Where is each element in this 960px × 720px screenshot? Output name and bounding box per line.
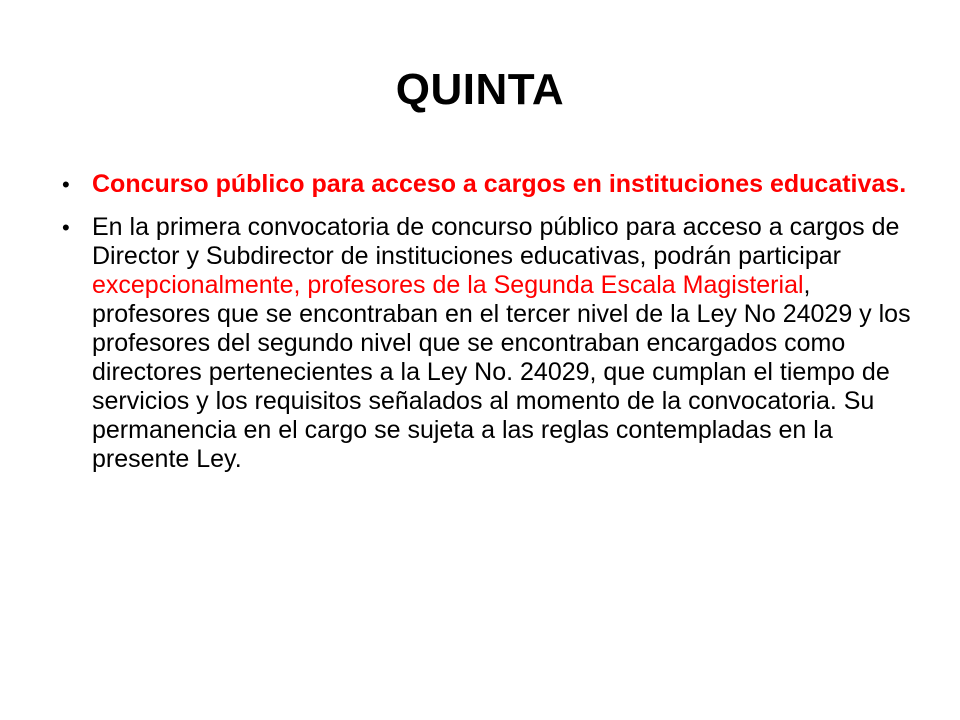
bullet-text-2-part-1: En la primera convocatoria de concurso público para acceso a cargos de Director y Subdirector de instituciones educativas, podrán participar bbox=[92, 213, 900, 270]
bullet-dot-icon: • bbox=[62, 172, 70, 197]
bullet-item-1 bbox=[62, 170, 912, 199]
slide-body bbox=[62, 170, 912, 474]
bullet-text-2-highlight: excepcionalmente, profesores de la Segunda Escala Magisterial bbox=[92, 271, 804, 299]
bullet-text-2-part-2: , profesores que se encontraban en el tercer nivel de la Ley No 24029 y los profesores del segundo nivel que se encontraban encargados como directores pertenecientes a la Ley No. 24029, que cumplan el tiempo de servicios y los requisitos señalados al momento de la convocatoria. Su permanencia en el cargo se sujeta a las reglas contempladas en la presente Ley. bbox=[92, 271, 911, 473]
bullet-dot-icon: • bbox=[62, 215, 70, 240]
bullet-item-2 bbox=[62, 213, 912, 474]
bullet-text-2 bbox=[92, 213, 912, 474]
slide-title: QUINTA bbox=[395, 65, 565, 114]
bullet-text-1: Concurso público para acceso a cargos en instituciones educativas. bbox=[92, 170, 907, 198]
